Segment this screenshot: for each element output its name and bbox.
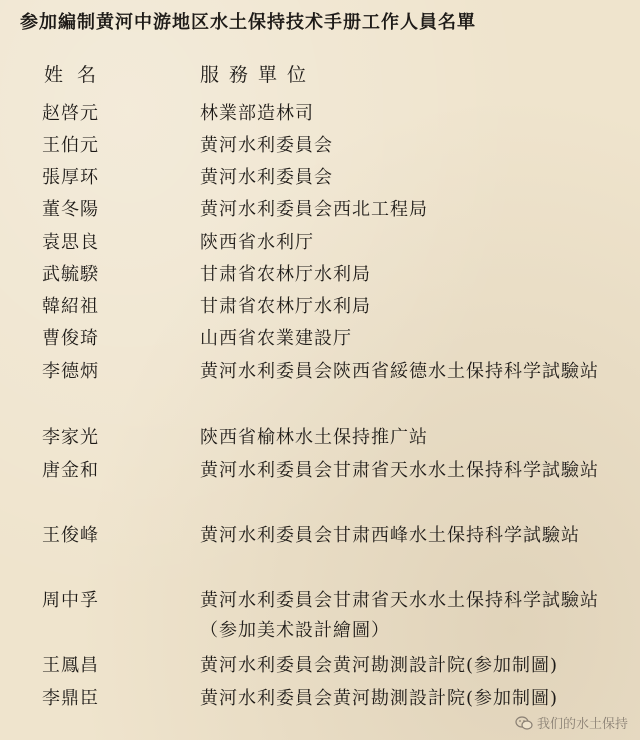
staff-unit: 黄河水利委員会西北工程局 bbox=[200, 199, 428, 220]
staff-name: 王伯元 bbox=[42, 135, 99, 156]
staff-unit: 黄河水利委員会甘肃省天水水土保持科学試驗站 bbox=[200, 460, 599, 481]
staff-unit: 陝西省水利厅 bbox=[200, 232, 314, 253]
staff-unit: 林業部造林司 bbox=[200, 103, 314, 124]
staff-name: 王鳳昌 bbox=[42, 655, 99, 676]
staff-unit: 黄河水利委員会甘肃省天水水土保持科学試驗站（参加美术設計繪圖） bbox=[200, 590, 599, 641]
staff-unit: 黄河水利委員会陝西省綏德水土保持科学試驗站 bbox=[200, 361, 599, 382]
staff-name: 王俊峰 bbox=[42, 525, 99, 546]
staff-name: 李德炳 bbox=[42, 361, 99, 382]
staff-name: 韓紹祖 bbox=[42, 296, 99, 317]
staff-name: 赵啓元 bbox=[42, 103, 99, 124]
wechat-icon bbox=[515, 716, 533, 730]
staff-unit: 黄河水利委員会 bbox=[200, 135, 333, 156]
column-header-name: 姓名 bbox=[44, 64, 111, 86]
staff-name: 董冬陽 bbox=[42, 199, 99, 220]
staff-name: 張厚环 bbox=[42, 167, 99, 188]
staff-name: 袁思良 bbox=[42, 232, 99, 253]
staff-name: 武毓騤 bbox=[42, 264, 99, 285]
document-title: 参加編制黄河中游地区水土保持技术手册工作人員名單 bbox=[20, 12, 476, 33]
staff-unit: 陝西省榆林水土保持推广站 bbox=[200, 427, 428, 448]
staff-unit: 甘肃省农林厅水利局 bbox=[200, 296, 371, 317]
staff-unit: 黄河水利委員会黄河勘測設計院(参加制圖) bbox=[200, 688, 559, 709]
column-header-unit: 服務單位 bbox=[200, 64, 317, 86]
staff-name: 周中孚 bbox=[42, 590, 99, 611]
watermark bbox=[515, 713, 628, 732]
staff-unit: 山西省农業建設厅 bbox=[200, 328, 352, 349]
staff-unit: 黄河水利委員会甘肃西峰水土保持科学試驗站 bbox=[200, 525, 580, 546]
watermark-text: 我们的水土保持 bbox=[536, 717, 628, 732]
staff-name: 曹俊琦 bbox=[42, 328, 99, 349]
staff-name: 唐金和 bbox=[42, 460, 99, 481]
staff-name: 李家光 bbox=[42, 427, 99, 448]
staff-unit: 黄河水利委員会黄河勘測設計院(参加制圖) bbox=[200, 655, 559, 676]
staff-unit: 甘肃省农林厅水利局 bbox=[200, 264, 371, 285]
staff-name: 李鼎臣 bbox=[42, 688, 99, 709]
staff-unit: 黄河水利委員会 bbox=[200, 167, 333, 188]
